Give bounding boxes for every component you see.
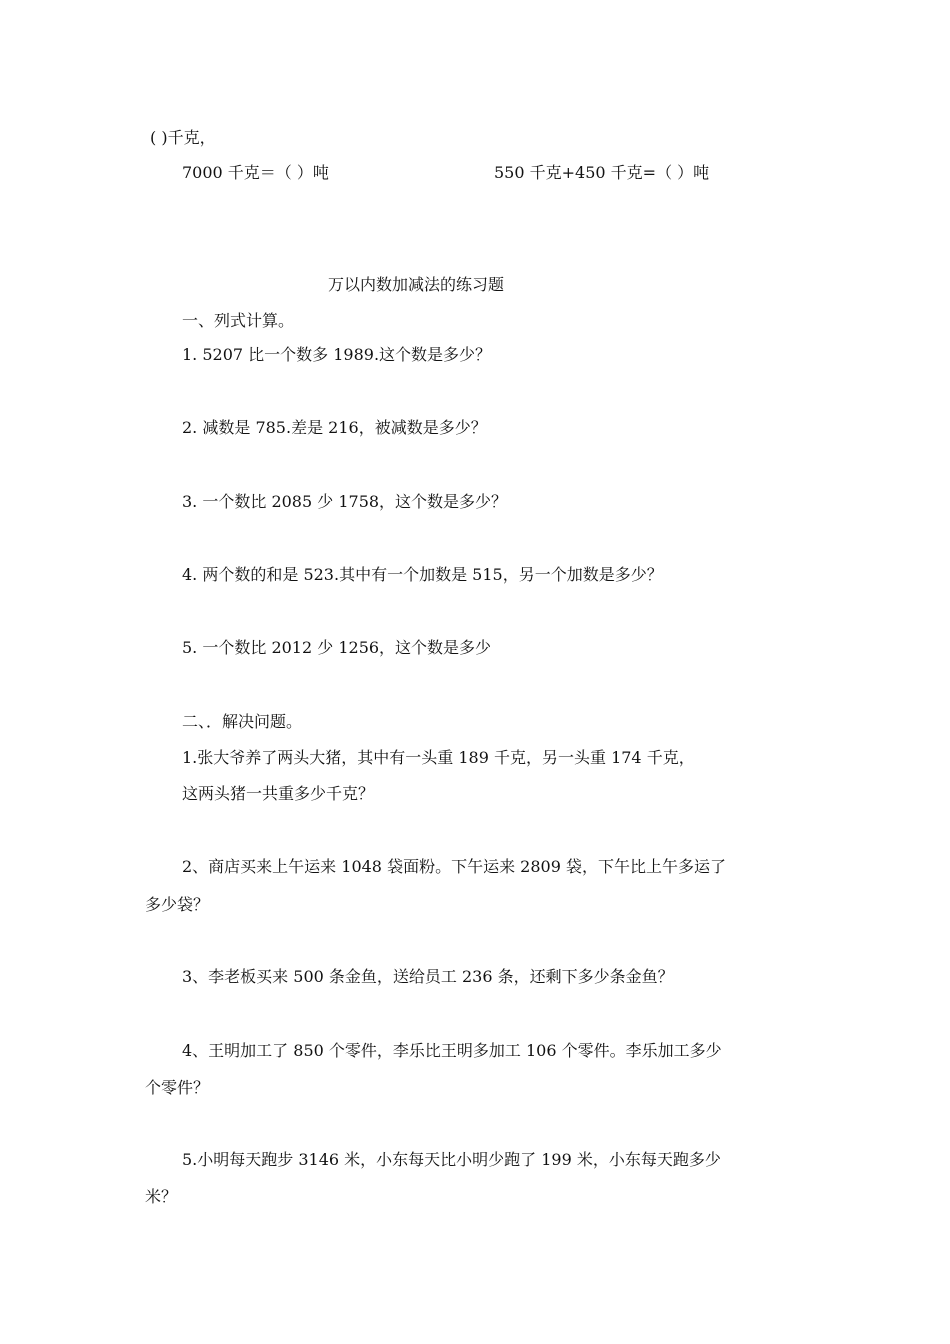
- section1-item-5: 5. 一个数比 2012 少 1256，这个数是多少: [182, 638, 492, 657]
- section1-item-3: 3. 一个数比 2085 少 1758，这个数是多少？: [182, 492, 508, 511]
- problem-4-line-2: 个零件？: [145, 1078, 210, 1097]
- problem-5-line-2: 米？: [145, 1187, 178, 1206]
- section2-heading: 二、．解决问题。: [182, 712, 303, 731]
- problem-2-line-1: 2、商店买来上午运来 1048 袋面粉。下午运来 2809 袋，下午比上午多运了: [182, 857, 726, 876]
- problem-5-line-1: 5.小明每天跑步 3146 米，小东每天比小明少跑了 199 米，小东每天跑多少: [182, 1150, 721, 1169]
- problem-1-line-1: 1.张大爷养了两头大猪，其中有一头重 189 千克，另一头重 174 千克，: [182, 748, 695, 767]
- top-blank-kg: ( )千克，: [150, 128, 216, 147]
- top-conversion-left: 7000 千克＝（ ）吨: [182, 163, 329, 182]
- problem-1-line-2: 这两头猪一共重多少千克？: [182, 784, 375, 803]
- section1-item-1: 1. 5207 比一个数多 1989.这个数是多少？: [182, 345, 492, 364]
- section1-item-4: 4. 两个数的和是 523.其中有一个加数是 515，另一个加数是多少？: [182, 565, 663, 584]
- section1-heading: 一、列式计算。: [182, 311, 295, 330]
- problem-3: 3、李老板买来 500 条金鱼，送给员工 236 条，还剩下多少条金鱼？: [182, 967, 674, 986]
- page-title: 万以内数加减法的练习题: [328, 275, 505, 294]
- problem-4-line-1: 4、王明加工了 850 个零件，李乐比王明多加工 106 个零件。李乐加工多少: [182, 1041, 722, 1060]
- section1-item-2: 2. 减数是 785.差是 216，被减数是多少？: [182, 418, 487, 437]
- problem-2-line-2: 多少袋？: [145, 895, 210, 914]
- top-conversion-right: 550 千克+450 千克=（ ）吨: [494, 163, 710, 182]
